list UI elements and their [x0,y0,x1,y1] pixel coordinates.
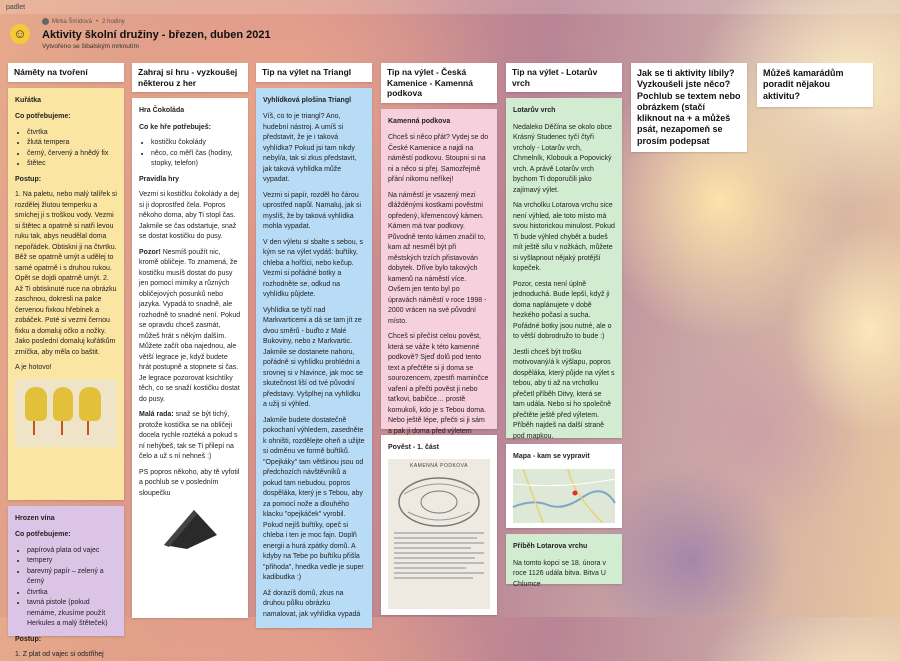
list-item: • štětec [27,159,117,170]
needs-list [27,546,117,630]
card-triangl[interactable] [256,88,372,628]
needs-list [27,128,117,170]
card-paragraph: Pozor, cesta není úplně jednoduchá. Bude lepší, když ji doma naplánujete v době hezkého počasí a sucha. Pořádné botky jsou nutné, ale o to větší dobrodružo to bude :) [513,280,612,341]
card-kuratka[interactable] [8,88,124,500]
app-topbar [0,0,900,14]
column-lotaruv-vrch [506,63,622,588]
board-logo-icon: ☺ [10,24,30,44]
done-text: A je hotovo! [15,364,52,372]
card-heading: Příběh Lotarova vrchu [513,543,588,551]
board-subtitle: Vytvořeno se šibalským mrknutím [42,43,139,50]
app-label[interactable]: padlet [6,4,26,11]
author-name[interactable]: Mirka Šmídová [52,19,93,26]
column-title[interactable]: Náměty na tvoření [8,63,124,82]
card-paragraph: Až dorazíš domů, zkus na druhou půlku obrázku namalovat, jak vyhlídka vypadá [263,589,361,618]
card-paragraph: V den výletu si sbalte s sebou, s kým se na výlet vydáš: buřtíky, chleba a hořčici, nebo kečup. Vezmi si pořádné botky a rozhodněte se, odkud na vyhlídku půjdete. [263,238,363,299]
column-tvoreni [8,63,124,659]
board-title: Aktivity školní družiny - březen, duben 2021 [42,29,271,41]
card-heading: Kamenná podkova [388,117,451,125]
card-paragraph: Jakmile budete dostatečně pokochaní výhledem, zasedněte k ohništi, rozdělejte oheň a užijte si odměnu ve formě buřtíků. "Opejkáky" tam většinou jsou od předchozích návštěvníků a pokud tam nebudou, popros dospěláka, který je s Tebou, aby za pomocí nože a dlouhého klacku "opejkáček" vyrobil. Pokud nejíš buřtíky, opeč si chleba i ten je moc fajn. Doplň energii a hurá zpátky domů. A kdyby na Tebe po buřtíku přišla "přihoda", hnedka vedle je super kadibudka :) [263,416,365,582]
card-paragraph: Chceš si přečíst celou pověst, která se váže k této kamenné podkově? Sjeď dolů pod tento text a přečtěte si ji doma se sourozencem, zpestři maminčce vaření a přečti pověst ji nebo taťkovi, babičce… prostě komukoli, kdo je s Tebou doma. Nebo ještě lépe, přečti si ji sám a pak ji doma před výletem [388,333,489,435]
list-item: • něco, co měří čas (hodiny, stopky, telefon) [151,149,241,170]
tip-text: snaž se být tichý, protože kostička se na obličeji docela rychle roztéká a pokud s ní nehýbeš, tak se Ti přilepí na čelo a už s ní nehneš :) [139,411,238,461]
card-povest-1[interactable] [381,435,497,615]
card-paragraph: Na náměstí je vsazený mezi dlážděnými kostkami pověstmi opředený, křemencový kámen. Kámen má tvar podkovy. Původně tento kámen značil to, kam až nesměl být při městských trzích přistavován dobytek. Dříve bylo takových kamenů na náměstí více. Ovšem jen tento byl po úpravách náměstí v roce 1998 - 2000 vrácen na své původní místo. [388,191,487,325]
card-paragraph: Víš, co to je triangl? Ano, hudební nástroj. A umíš si představit, že je i taková vyhlídka? Pokud jsi tam nikdy nebyl/a, tak si zkus představit, jak taková vyhlídka může vypadat. [263,113,357,184]
card-lotaruv-vrch[interactable] [506,98,622,438]
column-triangl [256,63,372,628]
steps-label: Postup: [15,635,42,643]
card-hra-cokolada[interactable] [132,98,248,618]
card-heading: Kuřátka [15,96,42,104]
steps-label: Postup: [15,175,42,183]
list-item: • čtvrtka [27,588,117,599]
list-item: • papírová plata od vajec [27,546,117,557]
card-paragraph: Vyhlídka se tyčí nad Markvarticemi a dá se tam jít ze dvou směrů - buďto z Malé Bukoviny, nebo z Markvartic. Jakmile se dostanete nahoru, pořádně si vyhlídku prohlédni a srovnej si v hlavince, jak moc se skutečnost liší od tvé původní představy. Vyšplhej na vyhlídku a užij si výhled. [263,306,363,409]
card-pribeh-lotarova-vrchu[interactable] [506,534,622,588]
column-title[interactable]: Můžeš kamarádům poradit nějakou aktivitu? [757,63,873,107]
steps-text: 1. Na paletu, nebo malý talířek si rozdělej žlutou temperku a smíchej ji s troškou vody. Vezmi si štětec a opatrně si natři levou ruku tak, abys neudělal doma nepořádek. Obtiskni ji na čtvrtku. Běž se opatrně umýt a udělej to samé opatrně i s druhou rukou. Opět se dojdi opatrně umýt. 2. Až Ti obtisknuté ruce na obrázku zaschnou, dokresli na palce červenou fixkou hřebínek a zobáček. Poté si vezmi černou fixku a domaluj očko a nožky. Jako poslední domaluj kuřátkům zrníčka, aby měla co baštit. [15,191,117,356]
card-heading: Vyhlídková plošina Triangl [263,96,352,104]
book-title: KAMENNÁ PODKOVA [410,463,468,470]
card-paragraph: Vezmi si papír, rozděl ho čárou uprostřed napůl. Namaluj, jak si myslíš, že by taková vyhlídka mohla vypadat. [263,191,362,231]
list-item: • tempery [27,556,117,567]
tip-label: Malá rada: [139,411,174,419]
list-item: • barevný papír – zelený a černý [27,567,117,588]
ps-text: PS popros někoho, aby tě vyfotil a pochlub se v posledním sloupečku [139,468,240,497]
card-hrozen-vina[interactable] [8,506,124,659]
column-hry [132,63,248,618]
steps-text: 1. Z plat od vajec si odstřihej [15,651,104,659]
card-paragraph: Na tomto kopci se 18. února v roce 1126 udála bitva. Bitva U Chlumce [513,559,606,588]
needs-label: Co ke hře potřebuješ: [139,123,211,131]
card-heading: Hrozen vína [15,514,55,522]
meta-separator: • [96,19,99,26]
card-heading: Mapa - kam se vypravit [513,453,590,461]
card-paragraph: Jestli chceš být trošku motivovaný/á k výšlapu, popros dospěláka, který půjde na výlet s tebou, aby ti až na vrcholku přečetl příběh Ditvy, která se tam udála. Nebo si ho společně přečtěte ještě před výletem. Příběh najdeš na další straně pod mapkou. [513,348,615,440]
list-item: • černý, červený a hnědý fix [27,149,117,160]
card-mapa[interactable] [506,444,622,528]
card-kamenna-podkova[interactable] [381,109,497,435]
list-item: • žlutá tempera [27,138,117,149]
caution-text: Nesmíš použít nic, kromě obličeje. To znamená, že kostičku musíš dostat do pusy jen pomocí mimiky a různých obličejových posunků nebo jazyka. Vypadá to snadně, ale rozhodně to snadné není. Pokud se opravdu chceš zasmát, můžeš hrát s někým dalším. Můžete začít oba najednou, ale větší legrace je, když budete hrát postupně a stopnete si čas. Je legrace pozorovat ksichtíky těch, co se snaží kostičku dostat do pusy. [139,248,241,403]
card-heading: Lotarův vrch [513,107,556,115]
author-avatar [42,18,49,25]
list-item: • čtvrtka [27,128,117,139]
board-meta [42,18,125,27]
book-page-image [388,459,490,609]
rules-label: Pravidla hry [139,175,180,183]
map-pin-icon [573,490,578,495]
column-title[interactable]: Jak se ti aktivity líbily? Vyzkoušeli jste něco? Pochlub se textem nebo obrázkem (stačí kliknout na + a můžeš psát, nezapomeň se prosím podepsat [631,63,747,152]
column-pochlub-se [631,63,747,152]
chocolate-image [159,505,219,550]
card-paragraph: Nedaleko Děčína se okolo obce Krásný Studenec tyčí čtyři vrcholy - Lotarův vrch, Chmelník, Klobouk a Popovický vrch. A právě Lotarův vrch bychom Ti doporučili jako zajímavý výlet. [513,123,612,194]
post-time: 2 hodiny [102,19,125,26]
column-title[interactable]: Tip na výlet - Česká Kamenice - Kamenná podkova [381,63,497,103]
column-title[interactable]: Tip na výlet na Triangl [256,63,372,82]
column-title[interactable]: Zahraj si hru - vyzkoušej některou z her [132,63,248,92]
chick-hands-image [15,379,117,447]
card-paragraph: Chceš si něco přát? Vydej se do České Kamenice a najdi na náměstí podkovu. Stoupni si na ni a něco si přej. Samozřejmě přání nikomu neříkej! [388,134,489,184]
column-poradit-aktivitu [757,63,873,107]
needs-list [151,138,241,170]
column-title[interactable]: Tip na výlet - Lotarův vrch [506,63,622,92]
column-kamenna-podkova [381,63,497,615]
card-paragraph: Na vrcholku Lotarova vrchu sice není výhled, ale toto místo má svou historickou minulost. Pokud Ti bude výhled chybět a budeš mít ještě sílu v nožkách, můžete si vyšlapnout nějaký protější kopeček. [513,202,615,273]
horseshoe-illustration [394,474,484,529]
rules-text: Vezmi si kostičku čokolády a dej si ji doprostřed čela. Popros někoho doma, aby Ti stopl čas. Jakmile se čas odstartuje, snaž se dostat kostičku do pusy. [139,191,239,241]
needs-label: Co potřebujeme: [15,531,71,539]
map-image[interactable] [513,469,615,523]
list-item: • kostičku čokolády [151,138,241,149]
card-heading: Hra Čokoláda [139,107,185,115]
list-item: • tavná pistole (pokud nemáme, zkusíme použít Herkules a malý štěteček) [27,598,117,630]
needs-label: Co potřebujeme: [15,113,71,121]
board-header [10,18,610,58]
caution-label: Pozor! [139,248,161,256]
card-heading: Pověst - 1. část [388,443,439,451]
